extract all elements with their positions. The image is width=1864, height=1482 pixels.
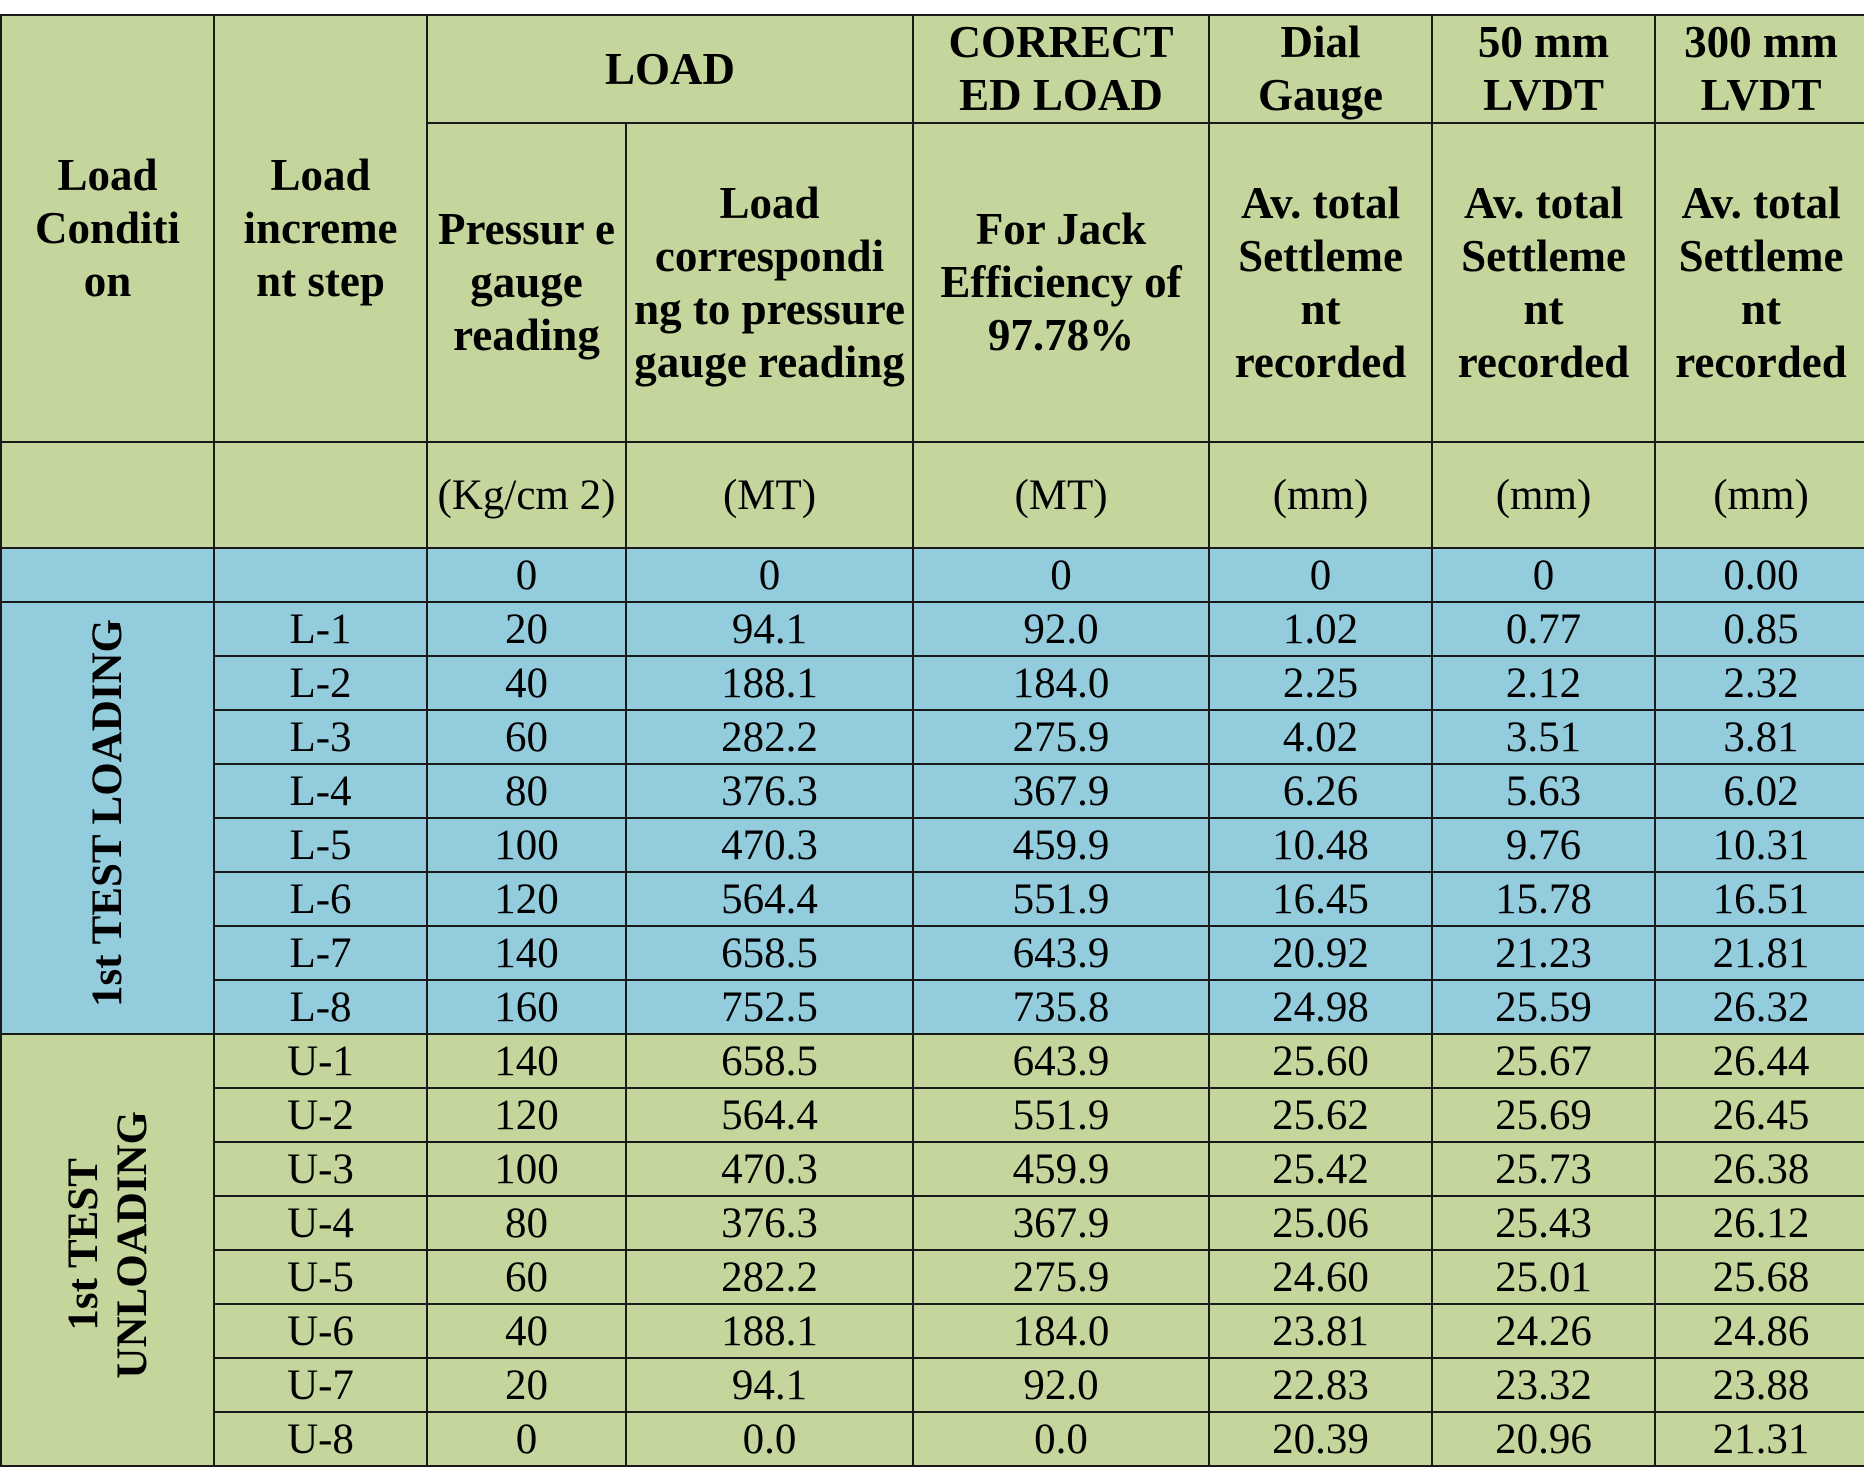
table-cell: 282.2 <box>626 1250 913 1304</box>
table-row <box>1 1358 1864 1412</box>
table-cell: 20.92 <box>1209 926 1432 980</box>
table-cell: 25.73 <box>1432 1142 1655 1196</box>
table-cell: 25.43 <box>1432 1196 1655 1250</box>
table-cell: 275.9 <box>913 1250 1209 1304</box>
table-cell: 551.9 <box>913 872 1209 926</box>
table-cell: 140 <box>427 926 626 980</box>
table-row <box>1 1304 1864 1358</box>
step-cell: L-7 <box>214 926 427 980</box>
step-cell: L-5 <box>214 818 427 872</box>
unit-pressure: (Kg/cm 2) <box>427 442 626 548</box>
table-cell: 643.9 <box>913 1034 1209 1088</box>
unit-load: (MT) <box>626 442 913 548</box>
table-cell: 21.81 <box>1655 926 1864 980</box>
table-cell: 80 <box>427 1196 626 1250</box>
table-cell: 23.81 <box>1209 1304 1432 1358</box>
table-cell: 0 <box>427 1412 626 1466</box>
table-row <box>1 710 1864 764</box>
table-cell: 26.12 <box>1655 1196 1864 1250</box>
table-cell: 160 <box>427 980 626 1034</box>
header-load-corresponding: Load correspondi ng to pressure gauge reading <box>626 123 913 442</box>
table-cell: 80 <box>427 764 626 818</box>
step-cell: U-1 <box>214 1034 427 1088</box>
table-cell: 16.51 <box>1655 872 1864 926</box>
initial-row <box>1 548 1864 602</box>
step-cell: L-8 <box>214 980 427 1034</box>
table-cell: 24.98 <box>1209 980 1432 1034</box>
table-cell: 0 <box>1209 548 1432 602</box>
table-cell: 0.0 <box>626 1412 913 1466</box>
table-cell: 23.88 <box>1655 1358 1864 1412</box>
step-cell: L-4 <box>214 764 427 818</box>
header-av-settlement-300mm: Av. total Settleme nt recorded <box>1655 123 1864 442</box>
table-cell: 367.9 <box>913 1196 1209 1250</box>
table-cell: 25.62 <box>1209 1088 1432 1142</box>
table-cell: 459.9 <box>913 818 1209 872</box>
table-cell: 0 <box>427 548 626 602</box>
table-row <box>1 656 1864 710</box>
header-dial-gauge: Dial Gauge <box>1209 15 1432 123</box>
table-row <box>1 872 1864 926</box>
table-cell: 459.9 <box>913 1142 1209 1196</box>
table-row <box>1 764 1864 818</box>
table-cell: 40 <box>427 1304 626 1358</box>
table-cell: 60 <box>427 1250 626 1304</box>
table-cell: 2.25 <box>1209 656 1432 710</box>
table-cell: 25.59 <box>1432 980 1655 1034</box>
group-label: 1st TEST LOADING <box>84 618 131 1007</box>
table-cell: 140 <box>427 1034 626 1088</box>
table-row <box>1 1088 1864 1142</box>
table-cell: 9.76 <box>1432 818 1655 872</box>
table-cell: 658.5 <box>626 1034 913 1088</box>
table-cell: 470.3 <box>626 818 913 872</box>
table-cell: 20.96 <box>1432 1412 1655 1466</box>
table-cell: 20.39 <box>1209 1412 1432 1466</box>
table-cell: 26.32 <box>1655 980 1864 1034</box>
unit-300mm-lvdt: (mm) <box>1655 442 1864 548</box>
table-row <box>1 926 1864 980</box>
table-cell: 4.02 <box>1209 710 1432 764</box>
header-load-increment-step: Load increme nt step <box>214 15 427 442</box>
table-cell: 376.3 <box>626 1196 913 1250</box>
table-cell: 24.86 <box>1655 1304 1864 1358</box>
step-cell: L-1 <box>214 602 427 656</box>
table-cell: 10.31 <box>1655 818 1864 872</box>
table-cell: 752.5 <box>626 980 913 1034</box>
table-cell: 6.02 <box>1655 764 1864 818</box>
table-cell: 21.23 <box>1432 926 1655 980</box>
header-300mm-lvdt: 300 mm LVDT <box>1655 15 1864 123</box>
step-cell: L-6 <box>214 872 427 926</box>
step-cell: L-3 <box>214 710 427 764</box>
table-cell: 0.85 <box>1655 602 1864 656</box>
table-cell: 21.31 <box>1655 1412 1864 1466</box>
table-cell: 26.45 <box>1655 1088 1864 1142</box>
initial-empty-cell <box>1 548 214 602</box>
table-cell: 25.67 <box>1432 1034 1655 1088</box>
table-cell: 10.48 <box>1209 818 1432 872</box>
table-cell: 1.02 <box>1209 602 1432 656</box>
step-cell: U-7 <box>214 1358 427 1412</box>
header-av-settlement-dial: Av. total Settleme nt recorded <box>1209 123 1432 442</box>
table-cell: 16.45 <box>1209 872 1432 926</box>
header-av-settlement-50mm: Av. total Settleme nt recorded <box>1432 123 1655 442</box>
header-corrected-load: CORRECT ED LOAD <box>913 15 1209 123</box>
table-cell: 25.60 <box>1209 1034 1432 1088</box>
step-cell: U-3 <box>214 1142 427 1196</box>
table-cell: 0 <box>913 548 1209 602</box>
table-cell: 100 <box>427 1142 626 1196</box>
table-cell: 120 <box>427 1088 626 1142</box>
unit-dial: (mm) <box>1209 442 1432 548</box>
table-cell: 367.9 <box>913 764 1209 818</box>
table-cell: 376.3 <box>626 764 913 818</box>
table-row <box>1 1250 1864 1304</box>
table-cell: 26.44 <box>1655 1034 1864 1088</box>
step-cell: U-6 <box>214 1304 427 1358</box>
table-cell: 92.0 <box>913 602 1209 656</box>
table-row <box>1 1034 1864 1088</box>
table-cell: 15.78 <box>1432 872 1655 926</box>
header-load-condition: Load Conditi on <box>1 15 214 442</box>
table-cell: 94.1 <box>626 602 913 656</box>
table-cell: 643.9 <box>913 926 1209 980</box>
table-cell: 551.9 <box>913 1088 1209 1142</box>
table-cell: 658.5 <box>626 926 913 980</box>
table-cell: 25.68 <box>1655 1250 1864 1304</box>
table-cell: 20 <box>427 1358 626 1412</box>
table-row <box>1 1196 1864 1250</box>
table-row <box>1 980 1864 1034</box>
header-jack-efficiency: For Jack Efficiency of 97.78% <box>913 123 1209 442</box>
table-cell: 3.51 <box>1432 710 1655 764</box>
table-cell: 20 <box>427 602 626 656</box>
table-cell: 275.9 <box>913 710 1209 764</box>
table-cell: 6.26 <box>1209 764 1432 818</box>
table-cell: 564.4 <box>626 1088 913 1142</box>
group-label-cell <box>1 602 214 1034</box>
table-row <box>1 1412 1864 1466</box>
table-cell: 25.06 <box>1209 1196 1432 1250</box>
header-row-1 <box>1 15 1864 123</box>
group-label: 1st TEST UNLOADING <box>59 1110 156 1379</box>
table-row <box>1 1142 1864 1196</box>
table-cell: 26.38 <box>1655 1142 1864 1196</box>
table-cell: 564.4 <box>626 872 913 926</box>
table-cell: 25.69 <box>1432 1088 1655 1142</box>
load-test-table <box>0 14 1864 1467</box>
step-cell: U-4 <box>214 1196 427 1250</box>
table-cell: 94.1 <box>626 1358 913 1412</box>
step-cell: U-5 <box>214 1250 427 1304</box>
step-cell: L-2 <box>214 656 427 710</box>
table-cell: 0 <box>1432 548 1655 602</box>
unit-corrected-load: (MT) <box>913 442 1209 548</box>
table-cell: 2.12 <box>1432 656 1655 710</box>
step-cell: U-2 <box>214 1088 427 1142</box>
table-cell: 92.0 <box>913 1358 1209 1412</box>
table-cell: 184.0 <box>913 656 1209 710</box>
table-cell: 188.1 <box>626 656 913 710</box>
step-cell: U-8 <box>214 1412 427 1466</box>
units-row <box>1 442 1864 548</box>
table-cell: 5.63 <box>1432 764 1655 818</box>
table-cell: 22.83 <box>1209 1358 1432 1412</box>
units-empty-cell <box>214 442 427 548</box>
table-cell: 24.60 <box>1209 1250 1432 1304</box>
header-50mm-lvdt: 50 mm LVDT <box>1432 15 1655 123</box>
table-cell: 120 <box>427 872 626 926</box>
table-cell: 188.1 <box>626 1304 913 1358</box>
table-row <box>1 818 1864 872</box>
table-cell: 0.77 <box>1432 602 1655 656</box>
table-cell: 3.81 <box>1655 710 1864 764</box>
table-cell: 2.32 <box>1655 656 1864 710</box>
table-cell: 24.26 <box>1432 1304 1655 1358</box>
table-cell: 282.2 <box>626 710 913 764</box>
group-label-cell <box>1 1034 214 1466</box>
header-pressure-gauge-reading: Pressur e gauge reading <box>427 123 626 442</box>
unit-50mm-lvdt: (mm) <box>1432 442 1655 548</box>
initial-empty-cell <box>214 548 427 602</box>
table-cell: 100 <box>427 818 626 872</box>
units-empty-cell <box>1 442 214 548</box>
table-cell: 735.8 <box>913 980 1209 1034</box>
table-cell: 25.42 <box>1209 1142 1432 1196</box>
table-row <box>1 602 1864 656</box>
table-cell: 0 <box>626 548 913 602</box>
table-cell: 0.00 <box>1655 548 1864 602</box>
table-cell: 60 <box>427 710 626 764</box>
table-cell: 0.0 <box>913 1412 1209 1466</box>
table-cell: 23.32 <box>1432 1358 1655 1412</box>
header-load: LOAD <box>427 15 913 123</box>
table-cell: 25.01 <box>1432 1250 1655 1304</box>
table-cell: 40 <box>427 656 626 710</box>
table-cell: 470.3 <box>626 1142 913 1196</box>
table-cell: 184.0 <box>913 1304 1209 1358</box>
